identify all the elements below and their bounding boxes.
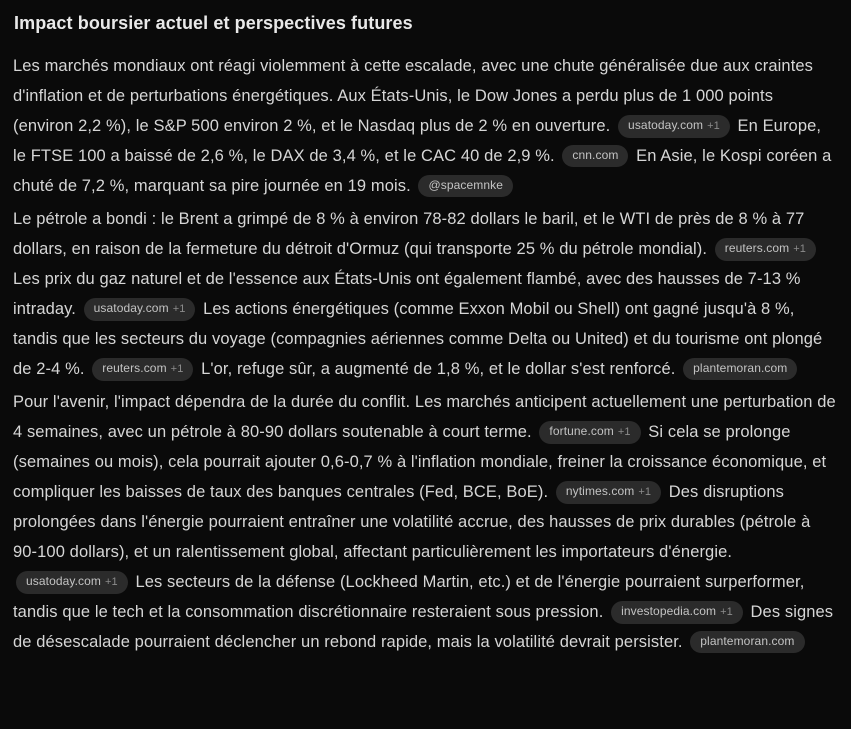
citation-extra-count: +1 <box>105 576 118 588</box>
paragraph-text: Les secteurs de la défense (Lockheed Martin, etc.) et de l'énergie pourraient surperformer, tandis que le tech et la consommation discrétionnaire resteraient sous pression. <box>13 573 805 621</box>
paragraph <box>13 204 838 384</box>
citation-pill[interactable] <box>418 175 513 197</box>
citation-source-label: @spacemnke <box>428 178 504 192</box>
citation-extra-count: +1 <box>793 243 806 255</box>
citation-pill[interactable] <box>618 115 730 138</box>
citation-extra-count: +1 <box>617 426 631 438</box>
citation-extra-count: +1 <box>638 486 652 498</box>
paragraph-text: Si cela se prolonge (semaines ou mois), cela pourrait ajouter 0,6-0,7 % à l'inflation mondiale, freiner la croissance économique, et compliquer les baisses de taux des banques centrales (Fed, BCE, BoE). <box>13 423 827 501</box>
paragraph-text: En Asie, le Kospi coréen a chuté de 7,2 %, marquant sa pire journée en 19 mois. <box>13 147 832 195</box>
citation-source-label: nytimes.com <box>565 484 635 498</box>
citation-source-label: reuters.com <box>724 241 790 255</box>
citation-source-label: plantemoran.com <box>693 361 788 375</box>
paragraph-text: Des signes de désescalade pourraient déclencher un rebond rapide, mais la volatilité devrait persister. <box>13 603 834 651</box>
paragraph <box>13 51 838 201</box>
paragraph-text: L'or, refuge sûr, a augmenté de 1,8 %, et le dollar s'est renforcé. <box>201 360 676 378</box>
paragraph <box>13 387 838 657</box>
citation-pill[interactable] <box>556 481 661 504</box>
citation-pill[interactable] <box>611 601 743 624</box>
section-title: Impact boursier actuel et perspectives futures <box>14 13 413 33</box>
citation-extra-count: +1 <box>172 303 186 315</box>
paragraph-text: Les prix du gaz naturel et de l'essence aux États-Unis ont également flambé, avec des hausses de 7-13 % intraday. <box>13 270 801 318</box>
citation-pill[interactable] <box>539 421 640 444</box>
citation-source-label: plantemoran.com <box>700 634 795 648</box>
citation-pill[interactable] <box>92 358 193 381</box>
paragraph-text: Les marchés mondiaux ont réagi violemment à cette escalade, avec une chute généralisée due aux craintes d'inflation et de perturbations énergétiques. Aux États-Unis, le Dow Jones a perdu plus de 1 000 points (environ 2,2 %), le S&P 500 environ 2 %, et le Nasdaq plus de 2 % en ouverture. <box>13 57 814 135</box>
paragraph-text: En Europe, le FTSE 100 a baissé de 2,6 %, le DAX de 3,4 %, et le CAC 40 de 2,9 %. <box>13 117 822 165</box>
paragraph-text: Des disruptions prolongées dans l'énergie pourraient entraîner une volatilité accrue, des hausses de prix durables (pétrole à 90-100 dollars), et un ralentissement global, affectant particulièrement les importateurs d'énergie. <box>13 483 811 561</box>
citation-source-label: usatoday.com <box>26 574 102 588</box>
citation-extra-count: +1 <box>707 120 720 132</box>
citation-pill[interactable] <box>562 145 628 167</box>
citation-source-label: cnn.com <box>572 148 619 162</box>
citation-source-label: usatoday.com <box>628 118 704 132</box>
citation-extra-count: +1 <box>170 363 184 375</box>
citation-pill[interactable] <box>683 358 797 380</box>
citation-source-label: usatoday.com <box>93 301 169 315</box>
paragraph-text: Les actions énergétiques (comme Exxon Mobil ou Shell) ont gagné jusqu'à 8 %, tandis que les secteurs du voyage (compagnies aériennes comme Delta ou United) et du tourisme ont plongé de 2-4 %. <box>13 300 823 378</box>
citation-source-label: investopedia.com <box>621 604 717 618</box>
citation-pill[interactable] <box>715 238 816 261</box>
citation-pill[interactable] <box>690 631 804 653</box>
response-body <box>13 51 838 657</box>
paragraph-text: Le pétrole a bondi : le Brent a grimpé de 8 % à environ 78-82 dollars le baril, et le WTI de près de 8 % à 77 dollars, en raison de la fermeture du détroit d'Ormuz (qui transporte 25 % du pétrole mondial). <box>13 210 805 258</box>
citation-source-label: reuters.com <box>102 361 167 375</box>
citation-pill[interactable] <box>16 571 128 594</box>
citation-extra-count: +1 <box>720 606 733 618</box>
citation-pill[interactable] <box>84 298 196 321</box>
paragraph-text: Pour l'avenir, l'impact dépendra de la durée du conflit. Les marchés anticipent actuellement une perturbation de 4 semaines, avec un pétrole à 80-90 dollars soutenable à court terme. <box>13 393 836 441</box>
citation-source-label: fortune.com <box>549 424 614 438</box>
